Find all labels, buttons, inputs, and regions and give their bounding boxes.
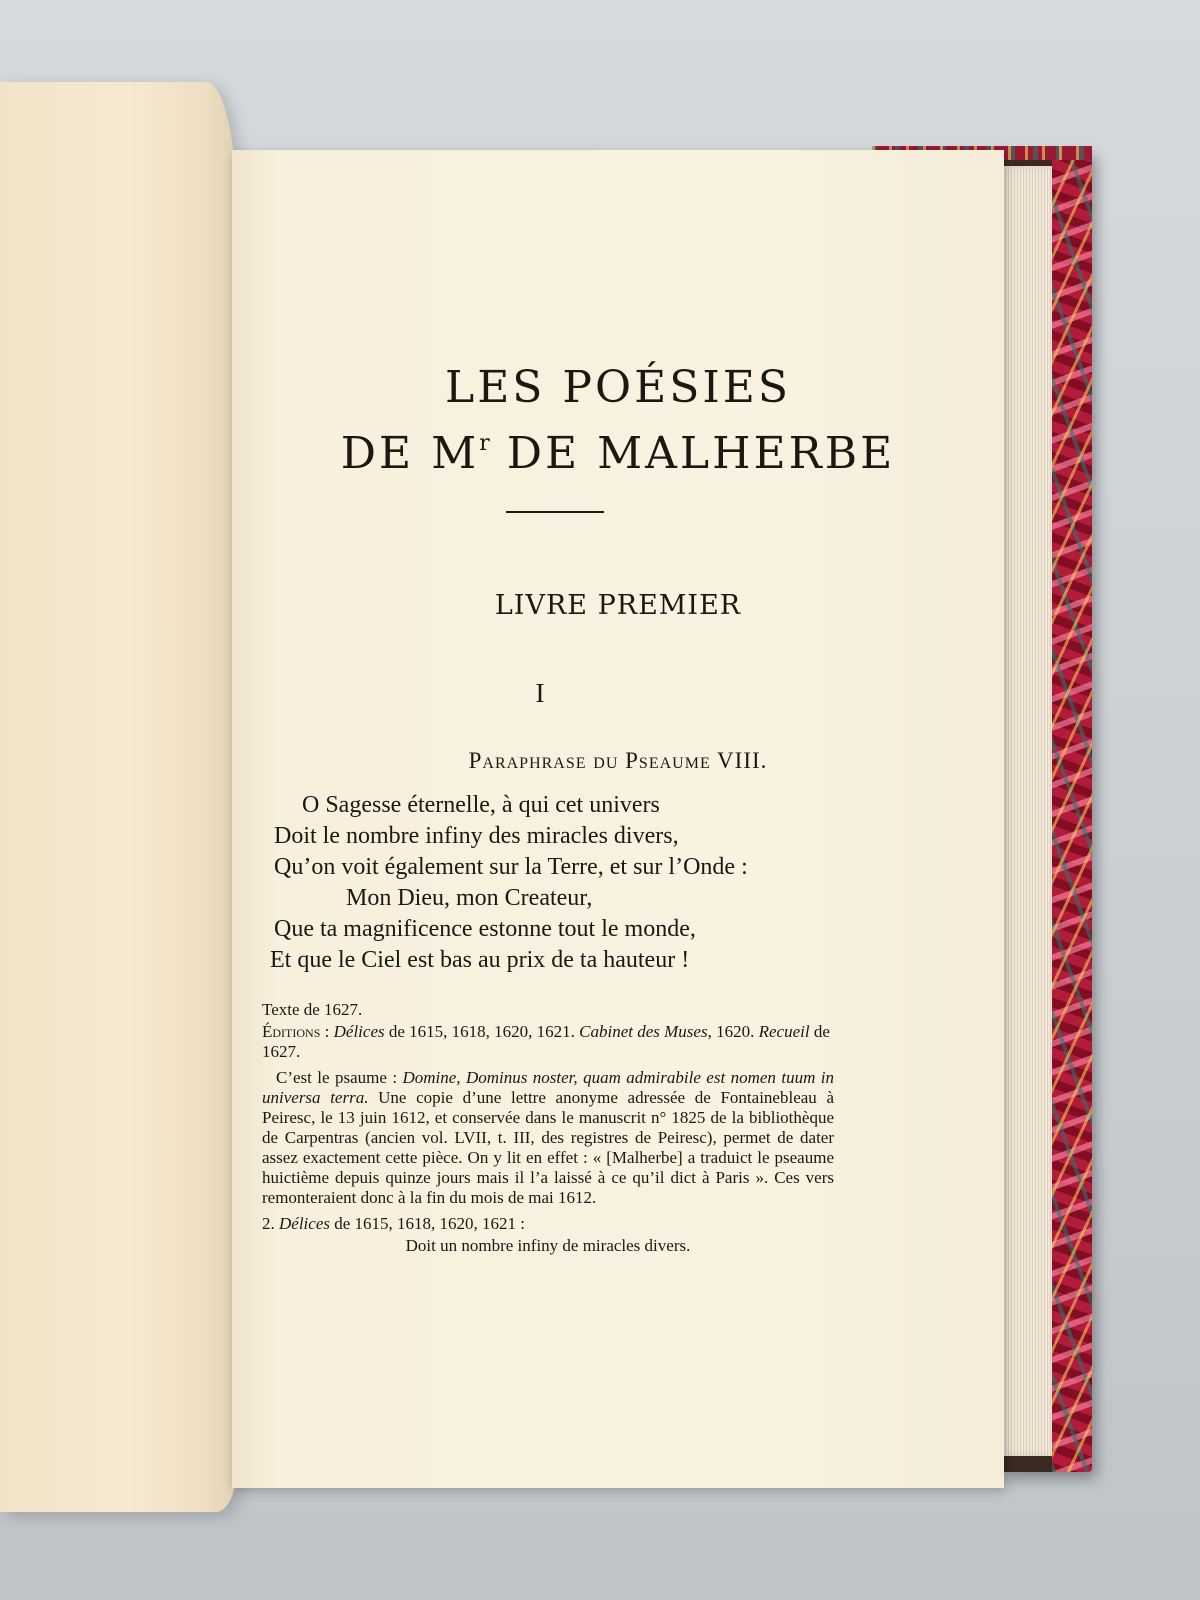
note-editions xyxy=(262,1022,834,1062)
poem-line: Que ta magnificence estonne tout le monde, xyxy=(274,916,696,942)
title-line-1: LES POÉSIES xyxy=(444,362,792,413)
psaume-latin: Domine, Dominus noster, quam admirabile est nomen tuum in universa terra. xyxy=(262,1068,834,1107)
title-rule xyxy=(506,511,604,513)
poem-line: Qu’on voit également sur la Terre, et sur l’Onde : xyxy=(274,854,748,880)
footnotes xyxy=(262,1000,834,1262)
poem-body xyxy=(270,790,970,976)
left-facing-page xyxy=(0,82,236,1512)
note-texte-text: Texte de 1627. xyxy=(262,1000,363,1019)
poem-title: Paraphrase du Pseaume VIII. xyxy=(468,748,768,773)
note-psaume xyxy=(262,1068,834,1208)
ed-cabinet: Cabinet des Muses xyxy=(579,1022,708,1041)
poem-line: Et que le Ciel est bas au prix de ta hauteur ! xyxy=(270,947,690,973)
psaume-rest: Une copie d’une lettre anonyme adressée de Fontainebleau à Peiresc, le 13 juin 1612, et conservée dans le manuscrit n° 1825 de la bibliothèque de Carpentras (ancien vol. LVII, t. III, des registres de Peiresc), permet de dater assez exactement cette pièce. On y lit en effet : « [Malherbe] a traduict le pseaume huictième depuis quinze jours mais il l’a laissé à ce qu’il dict à Paris ». Ces vers remonteraient donc à la fin du mois de mai 1612. xyxy=(262,1088,834,1207)
variant-line: Doit un nombre infiny de miracles divers. xyxy=(405,1236,691,1255)
main-page xyxy=(232,150,1004,1488)
note-variant xyxy=(262,1214,834,1256)
ed-years: de 1615, 1618, 1620, 1621. xyxy=(384,1022,580,1041)
editions-sep: : xyxy=(320,1022,334,1041)
title-line-2 xyxy=(232,428,1004,479)
book-heading: LIVRE PREMIER xyxy=(494,590,742,621)
psaume-intro: C’est le psaume : xyxy=(276,1068,403,1087)
poem-number: I xyxy=(535,678,545,708)
variant-num: 2. xyxy=(262,1214,279,1233)
ed-recueil: Recueil xyxy=(758,1022,810,1041)
title-superscript: r xyxy=(479,431,490,456)
marbled-edge xyxy=(1052,150,1092,1472)
editions-label: Éditions xyxy=(262,1022,321,1041)
poem-line: Doit le nombre infiny des miracles divers, xyxy=(274,823,679,849)
title-line-2-b: DE MALHERBE xyxy=(489,428,896,479)
variant-delices: Délices xyxy=(279,1214,330,1233)
ed-delices: Délices xyxy=(333,1022,385,1041)
ed-recueil-year: de 1627. xyxy=(262,1022,830,1061)
poem-line: Mon Dieu, mon Createur, xyxy=(346,885,593,911)
title-line-2-a: DE M xyxy=(340,428,480,479)
ed-cabinet-year: , 1620. xyxy=(707,1022,759,1041)
page-edges xyxy=(1000,166,1056,1456)
poem-line: O Sagesse éternelle, à qui cet univers xyxy=(302,792,660,818)
note-texte xyxy=(262,1000,834,1020)
variant-years: de 1615, 1618, 1620, 1621 : xyxy=(329,1214,526,1233)
